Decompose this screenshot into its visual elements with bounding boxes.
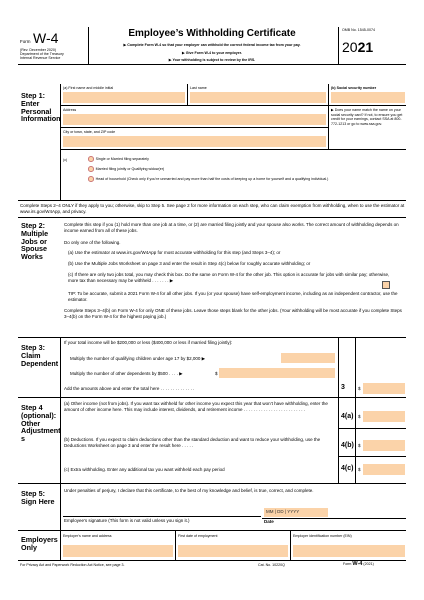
filing-option-hoh-label: Head of household (Check only if you’re unmarried and pay more than half the costs of keeping up a home for yourself and a qualifying individual.) (95, 176, 329, 181)
step3-line-number: 3 (341, 384, 345, 391)
extra-withholding-field[interactable] (363, 464, 405, 475)
employers-divider-2 (175, 530, 176, 560)
step4-a-number: 4(a) (341, 413, 354, 420)
last-name-field[interactable] (190, 92, 326, 103)
filing-option-joint[interactable] (88, 166, 406, 172)
step4-c-number: 4(c) (341, 465, 354, 472)
hoh-radio[interactable] (88, 176, 94, 182)
header-rule (18, 64, 406, 65)
row-rule-1 (60, 105, 406, 106)
filing-status-label: (c) (63, 158, 68, 162)
form-title: Employee’s Withholding Certificate (128, 28, 296, 39)
date-placeholder: MM | DD | YYYY (266, 509, 300, 514)
step3-total-dollar: $ (358, 386, 361, 391)
first-name-field[interactable] (63, 92, 185, 103)
form-label (20, 39, 31, 44)
last-name-label: Last name (190, 86, 207, 90)
step3-bottom-rule (18, 397, 406, 398)
form-irs: Internal Revenue Service (20, 56, 61, 60)
step2-tip: TIP: To be accurate, submit a 2021 Form W-4 for all other jobs. If you (or your spouse) have self-employment income, including as an independent contractor, use the estimator. (68, 291, 398, 302)
step3-total-divider (338, 337, 339, 397)
header-divider-right (338, 27, 339, 64)
step2-option-c: (c) If there are only two jobs total, you may check this box. Do the same on Form W-4 for the other job. This option is accurate for jobs with similar pay; otherwise, more tax than necessary may be withheld . . . . . . . ▶ (68, 272, 390, 283)
step4-rule-a (338, 428, 406, 429)
step2-option-b: (b) Use the Multiple Jobs Worksheet on page 3 and enter the result in Step 4(c) below for roughly accurate withholding; or (68, 261, 311, 266)
step3-title: Step 3: Claim Dependent (21, 343, 59, 368)
step4-c-dollar: $ (358, 467, 361, 472)
header-divider-left (88, 27, 89, 64)
signature-label (64, 518, 260, 524)
step2-title: Step 2: Multiple Jobs or Spouse Works (21, 221, 49, 262)
step1-divider (60, 84, 61, 200)
step1-title: Step 1: Enter Personal Information (21, 91, 61, 124)
step3-line-other: Multiply the number of other dependents by $500 . . . . ▶ (70, 371, 183, 376)
signature-label-text: Employee’s signature (This form is not valid unless you sign it.) (64, 518, 190, 523)
omb-number: OMB No. 1545-0074 (342, 28, 375, 32)
row-rule-2 (60, 127, 328, 128)
step4-number-divider (338, 397, 339, 483)
signature-field[interactable] (64, 506, 260, 516)
ein-field[interactable] (293, 545, 405, 557)
date-line (262, 518, 406, 519)
signature-line (63, 516, 261, 517)
step5-divider (60, 483, 61, 530)
ssn-divider (328, 84, 329, 149)
step1-bottom-rule (18, 200, 406, 201)
city-field[interactable] (63, 136, 326, 147)
step4-rule-b (338, 456, 406, 457)
year-suffix: 21 (357, 39, 374, 55)
filing-option-single-label: Single or Married filing separately (95, 156, 149, 161)
name-divider (187, 84, 188, 105)
filing-option-hoh[interactable] (88, 176, 406, 182)
joint-radio[interactable] (88, 166, 94, 172)
step4-c-text: (c) Extra withholding. Enter any additional tax you want withheld each pay period (64, 467, 225, 472)
date-label: Date (264, 519, 274, 524)
form-number: W-4 (33, 30, 59, 46)
employers-title: Employers Only (21, 535, 58, 552)
step5-perjury: Under penalties of perjury, I declare that this certificate, to the best of my knowledge and belief, is true, correct, and complete. (64, 488, 314, 493)
employer-name-label: Employer’s name and address (63, 534, 112, 538)
other-income-field[interactable] (363, 411, 405, 422)
step5-title: Step 5: Sign Here (21, 489, 55, 506)
step3-intro: If your total income will be $200,000 or less ($400,000 or less if married filing jointly): (64, 340, 233, 345)
ein-label: Employer identification number (EIN) (293, 534, 352, 538)
city-label: City or town, state, and ZIP code (63, 130, 116, 134)
first-date-field[interactable] (178, 545, 288, 557)
step4-divider (60, 397, 61, 483)
ssn-field[interactable] (331, 92, 405, 103)
address-field[interactable] (63, 114, 326, 125)
step3-divider (60, 337, 61, 397)
first-date-label: First date of employment (178, 534, 218, 538)
step4-a-text: (a) Other income (not from jobs). If you want tax withheld for other income you expect this year that won’t have withholding, enter the amount of other income here. This may include interest, dividends, and retirement income . . . . . . . . . . . . . . . . . . . . . . . . . (64, 401, 328, 412)
employers-bottom-rule (18, 560, 406, 561)
step3-total-field[interactable] (363, 383, 405, 394)
step4-title: Step 4 (optional): Other Adjustment s (21, 403, 61, 444)
instruction-2: ▶ Give Form W-4 to your employer. (181, 50, 242, 55)
employers-divider (60, 530, 61, 560)
instruction-3: ▶ Your withholding is subject to review by the IRS. (168, 58, 256, 63)
step4-bottom-rule (18, 483, 406, 484)
note-bottom-rule (18, 217, 406, 218)
step2-option-a: (a) Use the estimator at www.irs.gov/W4App for most accurate withholding for this step (and Steps 3–4); or (68, 250, 281, 255)
ssn-name-note: ▶ Does your name match the name on your social security card? If not, to ensure you get credit for your earnings, contact SSA at 800-772-1213 or go to www.ssa.gov. (331, 108, 403, 126)
footer-cat: Cat. No. 10220Q (258, 563, 285, 567)
step4-b-text: (b) Deductions. If you expect to claim deductions other than the standard deduction and want to reduce your withholding, use the Deductions Worksheet on page 3 and enter the result here . . . . . (64, 437, 321, 448)
complete-steps-note: Complete Steps 2–4 ONLY if they apply to you; otherwise, skip to Step 5. See page 2 for more information on each step, who can claim exemption from withholding, when to use the estimator at www.irs.gov/W4App, and privacy. (20, 203, 405, 214)
instruction-1: ▶ Complete Form W-4 so that your employer can withhold the correct federal income tax from your pay. (123, 43, 301, 47)
step3-line-total: Add the amounts above and enter the total here . . . . . . . . . . . . . . (64, 386, 195, 391)
first-name-label: (a) First name and middle initial (63, 86, 114, 90)
step4-b-number: 4(b) (341, 442, 354, 449)
form-prefix: Form (20, 39, 31, 44)
step4-amount-divider (355, 397, 356, 483)
two-jobs-checkbox[interactable] (382, 281, 390, 289)
form-dept: Department of the Treasury (20, 52, 64, 56)
filing-option-single[interactable] (88, 156, 406, 162)
step4-b-dollar: $ (358, 443, 361, 448)
form-year (342, 39, 373, 55)
year-prefix: 20 (342, 39, 358, 55)
form-rev: (Rev. December 2020) (20, 48, 57, 52)
deductions-field[interactable] (363, 440, 405, 451)
ssn-label: (b) Social security number (331, 86, 377, 90)
footer-form-name: W-4 (352, 561, 363, 567)
step2-intro: Complete this step if you (1) hold more than one job at a time, or (2) are married filing jointly and your spouse also works. The correct amount of withholding depends on income earned from all of these jobs. (64, 222, 399, 233)
step5-bottom-rule (18, 530, 406, 531)
single-radio[interactable] (88, 156, 94, 162)
other-dollar-sign: $ (215, 371, 218, 376)
row-rule-3 (60, 149, 406, 150)
filing-option-joint-label: Married filing jointly or Qualifying widow(er) (95, 166, 165, 171)
address-label: Address (63, 108, 77, 112)
footer-form (343, 562, 374, 567)
footer-form-prefix: Form (343, 562, 352, 566)
footer-form-year: (2021) (363, 562, 374, 566)
step2-bottom-rule (18, 337, 406, 338)
step3-line-children: Multiply the number of qualifying children under age 17 by $2,000 ▶ (70, 356, 206, 361)
employer-name-field[interactable] (63, 545, 173, 557)
step2-closing: Complete Steps 3–4(b) on Form W-4 for only ONE of these jobs. Leave those steps blank for the other jobs. (Your withholding will be most accurate if you complete Steps 3–4(b) on the Form W-4 for the highest paying job.) (64, 308, 402, 319)
step3-amount-divider (355, 337, 356, 397)
children-amount-field[interactable] (281, 353, 335, 363)
step4-a-dollar: $ (358, 414, 361, 419)
employers-divider-3 (290, 530, 291, 560)
step2-do-one: Do only one of the following. (64, 240, 121, 245)
footer-privacy: For Privacy Act and Paperwork Reduction Act Notice, see page 3. (20, 563, 125, 567)
form-instructions (90, 43, 334, 63)
other-dependents-field[interactable] (219, 368, 335, 378)
